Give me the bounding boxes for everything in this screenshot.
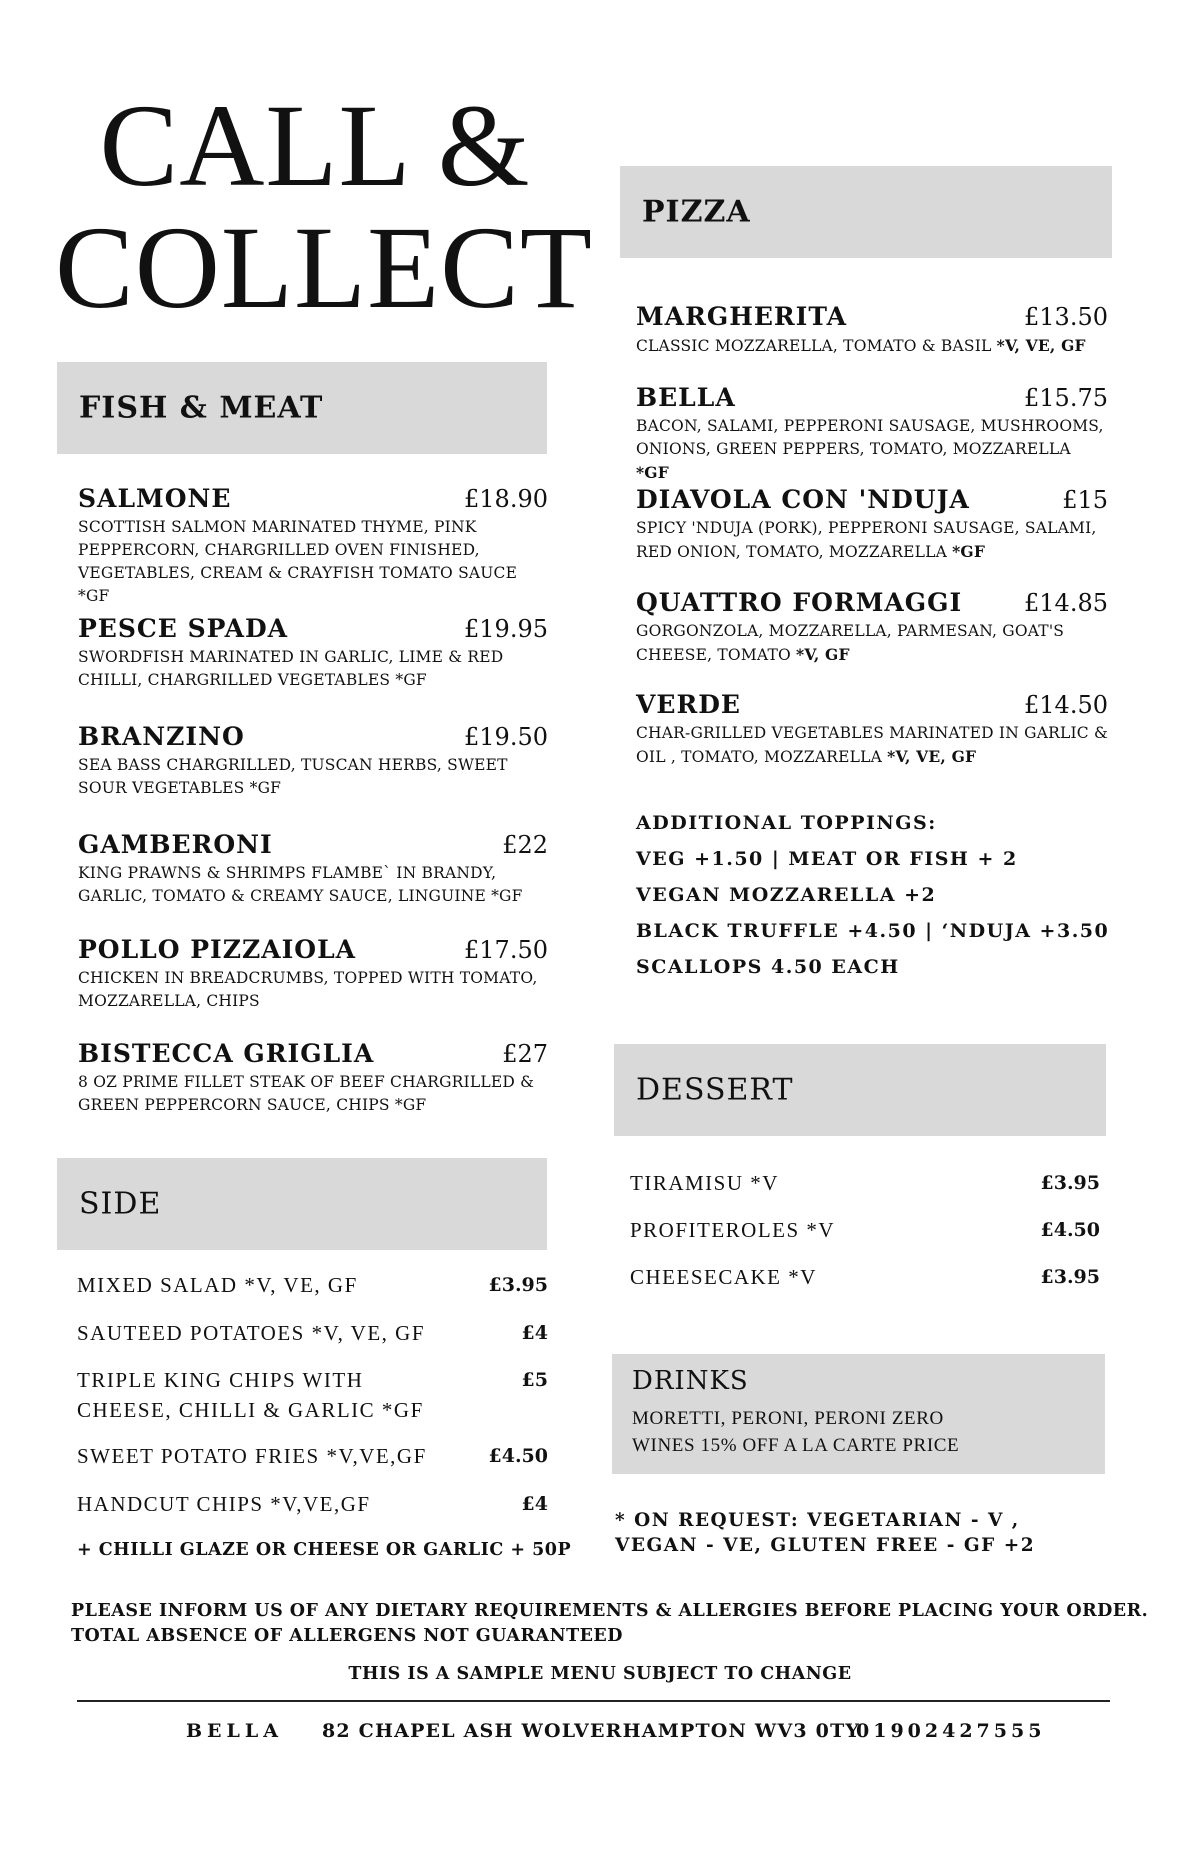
dietary-key-line: * ON REQUEST: VEGETARIAN - V , [615, 1510, 1020, 1531]
item-description: CHAR-GRILLED VEGETABLES MARINATED IN GARLIC & OIL , TOMATO, MOZZARELLA [636, 724, 1108, 766]
dessert-heading: DESSERT [636, 1072, 794, 1108]
toppings-heading: ADDITIONAL TOPPINGS: [636, 812, 937, 834]
pizza-item-margherita [636, 302, 1108, 358]
item-name: MARGHERITA [636, 302, 847, 331]
item-tags: *V, VE, GF [887, 747, 977, 766]
item-description: KING PRAWNS & SHRIMPS FLAMBE` IN BRANDY, GARLIC, TOMATO & CREAMY SAUCE, LINGUINE *GF [78, 864, 523, 905]
item-price: £19.95 [464, 615, 548, 643]
item-tags: *GF [636, 463, 669, 482]
dietary-key [615, 1508, 1035, 1558]
drinks-line: MORETTI, PERONI, PERONI ZERO [632, 1408, 944, 1429]
footer-address: 82 CHAPEL ASH WOLVERHAMPTON WV3 0TY [322, 1720, 861, 1742]
item-name: BISTECCA GRIGLIA [78, 1039, 375, 1068]
menu-item-pesce-spada [78, 614, 548, 692]
side-heading: SIDE [79, 1186, 162, 1222]
toppings-line: BLACK TRUFFLE +4.50 | ‘NDUJA +3.50 [636, 920, 1110, 942]
item-name: SWEET POTATO FRIES *V,VE,GF [77, 1444, 427, 1468]
item-name: GAMBERONI [78, 830, 273, 859]
pizza-heading: PIZZA [642, 194, 751, 230]
item-name: VERDE [636, 690, 741, 719]
allergy-line: PLEASE INFORM US OF ANY DIETARY REQUIREMENTS & ALLERGIES BEFORE PLACING YOUR ORDER. [71, 1601, 1149, 1621]
item-price: £15 [1062, 486, 1108, 514]
pizza-header [620, 166, 1112, 258]
item-description: SWORDFISH MARINATED IN GARLIC, LIME & RED CHILLI, CHARGRILLED VEGETABLES *GF [78, 648, 504, 689]
fish-meat-heading: FISH & MEAT [79, 390, 324, 426]
item-name: POLLO PIZZAIOLA [78, 935, 357, 964]
item-name: BRANZINO [78, 722, 245, 751]
item-description: CLASSIC MOZZARELLA, TOMATO & BASIL [636, 337, 992, 355]
side-item [77, 1270, 548, 1300]
dessert-item [630, 1168, 1100, 1198]
menu-item-salmone [78, 484, 548, 608]
item-name: MIXED SALAD *V, VE, GF [77, 1273, 358, 1297]
side-item [77, 1489, 548, 1519]
footer-restaurant-name: BELLA [186, 1720, 284, 1742]
item-description: GORGONZOLA, MOZZARELLA, PARMESAN, GOAT'S CHEESE, TOMATO [636, 622, 1065, 664]
item-price: £4 [521, 1493, 548, 1515]
side-header [57, 1158, 547, 1250]
item-name: SALMONE [78, 484, 232, 513]
item-description: SCOTTISH SALMON MARINATED THYME, PINK PEPPERCORN, CHARGRILLED OVEN FINISHED, VEGETABLES, CREAM & CRAYFISH TOMATO SAUCE *GF [78, 518, 518, 605]
item-description: CHICKEN IN BREADCRUMBS, TOPPED WITH TOMATO, MOZZARELLA, CHIPS [78, 969, 538, 1010]
title-line-1: CALL & [99, 80, 531, 211]
pizza-item-quattro-formaggi [636, 588, 1108, 667]
pizza-item-bella [636, 383, 1108, 485]
footer-phone: 01902427555 [856, 1720, 1046, 1742]
menu-item-gamberoni [78, 830, 548, 908]
item-name: SAUTEED POTATOES *V, VE, GF [77, 1321, 426, 1345]
pizza-item-verde [636, 690, 1108, 769]
item-name: TIRAMISU *V [630, 1171, 779, 1195]
item-description: BACON, SALAMI, PEPPERONI SAUSAGE, MUSHROOMS, ONIONS, GREEN PEPPERS, TOMATO, MOZZARELLA [636, 417, 1104, 458]
item-price: £18.90 [464, 485, 548, 513]
side-item [77, 1365, 548, 1425]
side-extras-note: + CHILLI GLAZE OR CHEESE OR GARLIC + 50P [77, 1540, 572, 1560]
item-price: £27 [502, 1040, 548, 1068]
item-name: CHEESECAKE *V [630, 1265, 817, 1289]
drinks-line: WINES 15% OFF A LA CARTE PRICE [632, 1435, 960, 1456]
dessert-item [630, 1215, 1100, 1245]
item-name: BELLA [636, 383, 736, 412]
dessert-header [614, 1044, 1106, 1136]
additional-toppings [636, 805, 1109, 985]
allergy-line: TOTAL ABSENCE OF ALLERGENS NOT GUARANTEED [71, 1626, 623, 1646]
item-name: PESCE SPADA [78, 614, 289, 643]
page-title [55, 80, 593, 333]
sample-menu-notice: THIS IS A SAMPLE MENU SUBJECT TO CHANGE [348, 1664, 852, 1684]
side-item [77, 1441, 548, 1471]
side-item [77, 1318, 548, 1348]
item-price: £13.50 [1024, 303, 1108, 331]
allergy-notice [71, 1599, 1148, 1649]
menu-item-pollo-pizzaiola [78, 935, 548, 1013]
item-price: £14.85 [1024, 589, 1108, 617]
dessert-item [630, 1262, 1100, 1292]
item-price: £22 [502, 831, 548, 859]
item-price: £3.95 [1040, 1266, 1100, 1288]
drinks-heading: DRINKS [632, 1366, 749, 1396]
menu-item-branzino [78, 722, 548, 800]
item-price: £17.50 [464, 936, 548, 964]
item-description: 8 OZ PRIME FILLET STEAK OF BEEF CHARGRILLED & GREEN PEPPERCORN SAUCE, CHIPS *GF [78, 1073, 535, 1114]
item-name: QUATTRO FORMAGGI [636, 588, 963, 617]
item-price: £14.50 [1024, 691, 1108, 719]
item-description: SPICY 'NDUJA (PORK), PEPPERONI SAUSAGE, SALAMI, RED ONION, TOMATO, MOZZARELLA [636, 519, 1097, 561]
toppings-line: SCALLOPS 4.50 EACH [636, 956, 900, 978]
item-tags: *V, VE, GF [996, 336, 1086, 355]
item-price: £3.95 [488, 1274, 548, 1296]
toppings-line: VEGAN MOZZARELLA +2 [636, 884, 937, 906]
drinks-box [612, 1354, 1105, 1474]
item-name: TRIPLE KING CHIPS WITH CHEESE, CHILLI & GARLIC *GF [77, 1368, 424, 1422]
item-tags: *V, GF [796, 645, 850, 664]
item-price: £15.75 [1024, 384, 1108, 412]
item-price: £3.95 [1040, 1172, 1100, 1194]
item-price: £19.50 [464, 723, 548, 751]
item-price: £4.50 [1040, 1219, 1100, 1241]
dietary-key-line: VEGAN - VE, GLUTEN FREE - GF +2 [615, 1535, 1036, 1556]
footer-divider [77, 1700, 1110, 1702]
item-name: HANDCUT CHIPS *V,VE,GF [77, 1492, 371, 1516]
toppings-line: VEG +1.50 | MEAT OR FISH + 2 [636, 848, 1018, 870]
item-name: PROFITEROLES *V [630, 1218, 836, 1242]
menu-item-bistecca-griglia [78, 1039, 548, 1117]
item-price: £4.50 [488, 1445, 548, 1467]
item-name: DIAVOLA CON 'NDUJA [636, 485, 970, 514]
fish-meat-header [57, 362, 547, 454]
title-line-2: COLLECT [55, 202, 593, 333]
item-tags: *GF [952, 542, 986, 561]
item-description: SEA BASS CHARGRILLED, TUSCAN HERBS, SWEET SOUR VEGETABLES *GF [78, 756, 508, 797]
pizza-item-diavola [636, 485, 1108, 564]
item-price: £4 [521, 1322, 548, 1344]
item-price: £5 [521, 1369, 548, 1391]
